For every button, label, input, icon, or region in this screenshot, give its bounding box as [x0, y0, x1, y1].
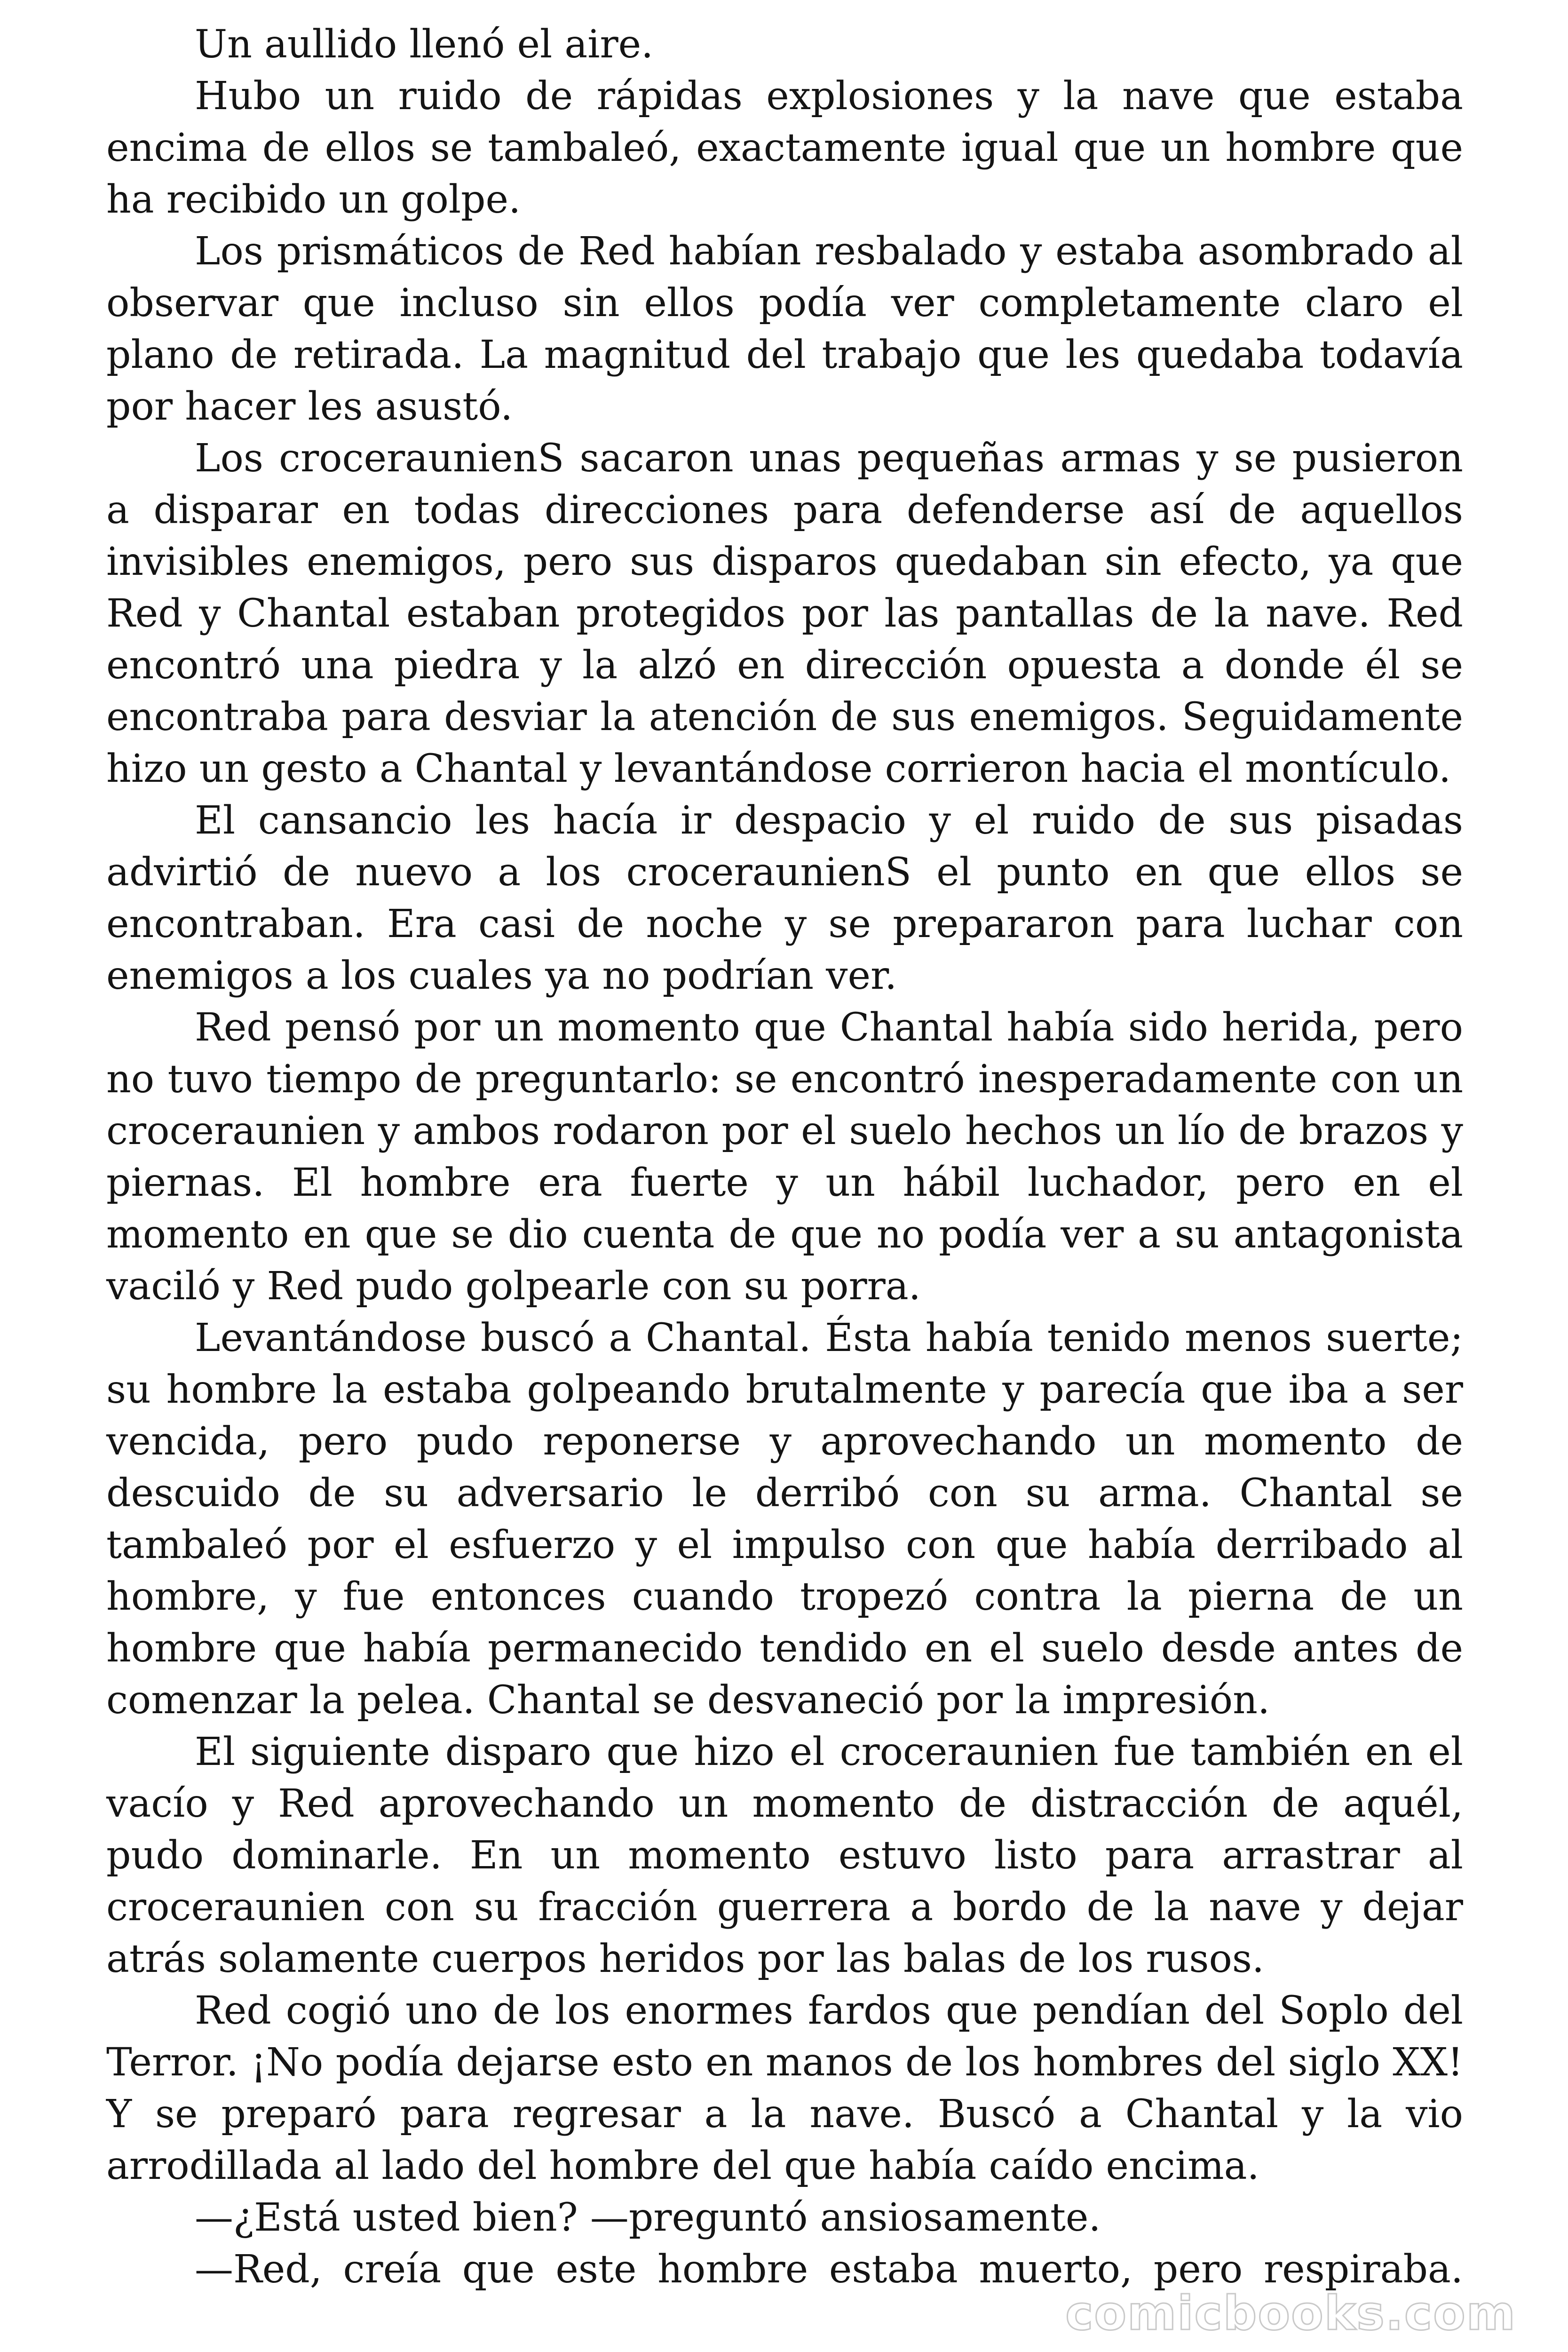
paragraph: Hubo un ruido de rápidas explosiones y la nave que estaba encima de ellos se tambaleó, exactamente igual que un hombre que ha recibido un golpe. — [106, 74, 1463, 222]
paragraph: Levantándose buscó a Chantal. Ésta había tenido menos suerte; su hombre la estaba golpeando brutalmente y parecía que iba a ser vencida, pero pudo reponerse y aprovechando un momento de descuido de su adversario le derribó con su arma. Chantal se tambaleó por el esfuerzo y el impulso con que había derribado al hombre, y fue entonces cuando tropezó contra la pierna de un hombre que había permanecido tendido en el suelo desde antes de comenzar la pelea. Chantal se desvaneció por la impresión. — [106, 1316, 1463, 1723]
paragraph: El siguiente disparo que hizo el croceraunien fue también en el vacío y Red aprovechando un momento de distracción de aquél, pudo dominarle. En un momento estuvo listo para arrastrar al croceraunien con su fracción guerrera a bordo de la nave y dejar atrás solamente cuerpos heridos por las balas de los rusos. — [106, 1730, 1463, 1981]
paragraph: —¿Está usted bien? —preguntó ansiosamente. — [195, 2195, 1101, 2240]
book-page — [106, 19, 1463, 2296]
paragraph: Los croceraunienS sacaron unas pequeñas armas y se pusieron a disparar en todas direcciones para defenderse así de aquellos invisibles enemigos, pero sus disparos quedaban sin efecto, ya que Red y Chantal estaban protegidos por las pantallas de la nave. Red encontró una piedra y la alzó en dirección opuesta a donde él se encontraba para desviar la atención de sus enemigos. Seguidamente hizo un gesto a Chantal y levantándose corrieron hacia el montículo. — [106, 436, 1463, 791]
paragraph: Los prismáticos de Red habían resbalado y estaba asombrado al observar que incluso sin ellos podía ver completamente claro el plano de retirada. La magnitud del trabajo que les quedaba todavía por hacer les asustó. — [106, 229, 1463, 429]
watermark-logo: comicbooks.com — [1065, 2286, 1516, 2341]
paragraph: El cansancio les hacía ir despacio y el ruido de sus pisadas advirtió de nuevo a los croceraunienS el punto en que ellos se encontraban. Era casi de noche y se prepararon para luchar con enemigos a los cuales ya no podrían ver. — [106, 798, 1463, 998]
paragraph: Red pensó por un momento que Chantal había sido herida, pero no tuvo tiempo de preguntarlo: se encontró inesperadamente con un croceraunien y ambos rodaron por el suelo hechos un lío de brazos y piernas. El hombre era fuerte y un hábil luchador, pero en el momento en que se dio cuenta de que no podía ver a su antagonista vaciló y Red pudo golpearle con su porra. — [106, 1005, 1463, 1309]
paragraph: Red cogió uno de los enormes fardos que pendían del Soplo del Terror. ¡No podía dejarse esto en manos de los hombres del siglo XX! Y se preparó para regresar a la nave. Buscó a Chantal y la vio arrodillada al lado del hombre del que había caído encima. — [106, 1988, 1463, 2188]
paragraph: —Red, creía que este hombre estaba muerto, pero respiraba. — [195, 2247, 1463, 2292]
paragraph: Un aullido llenó el aire. — [195, 22, 654, 67]
